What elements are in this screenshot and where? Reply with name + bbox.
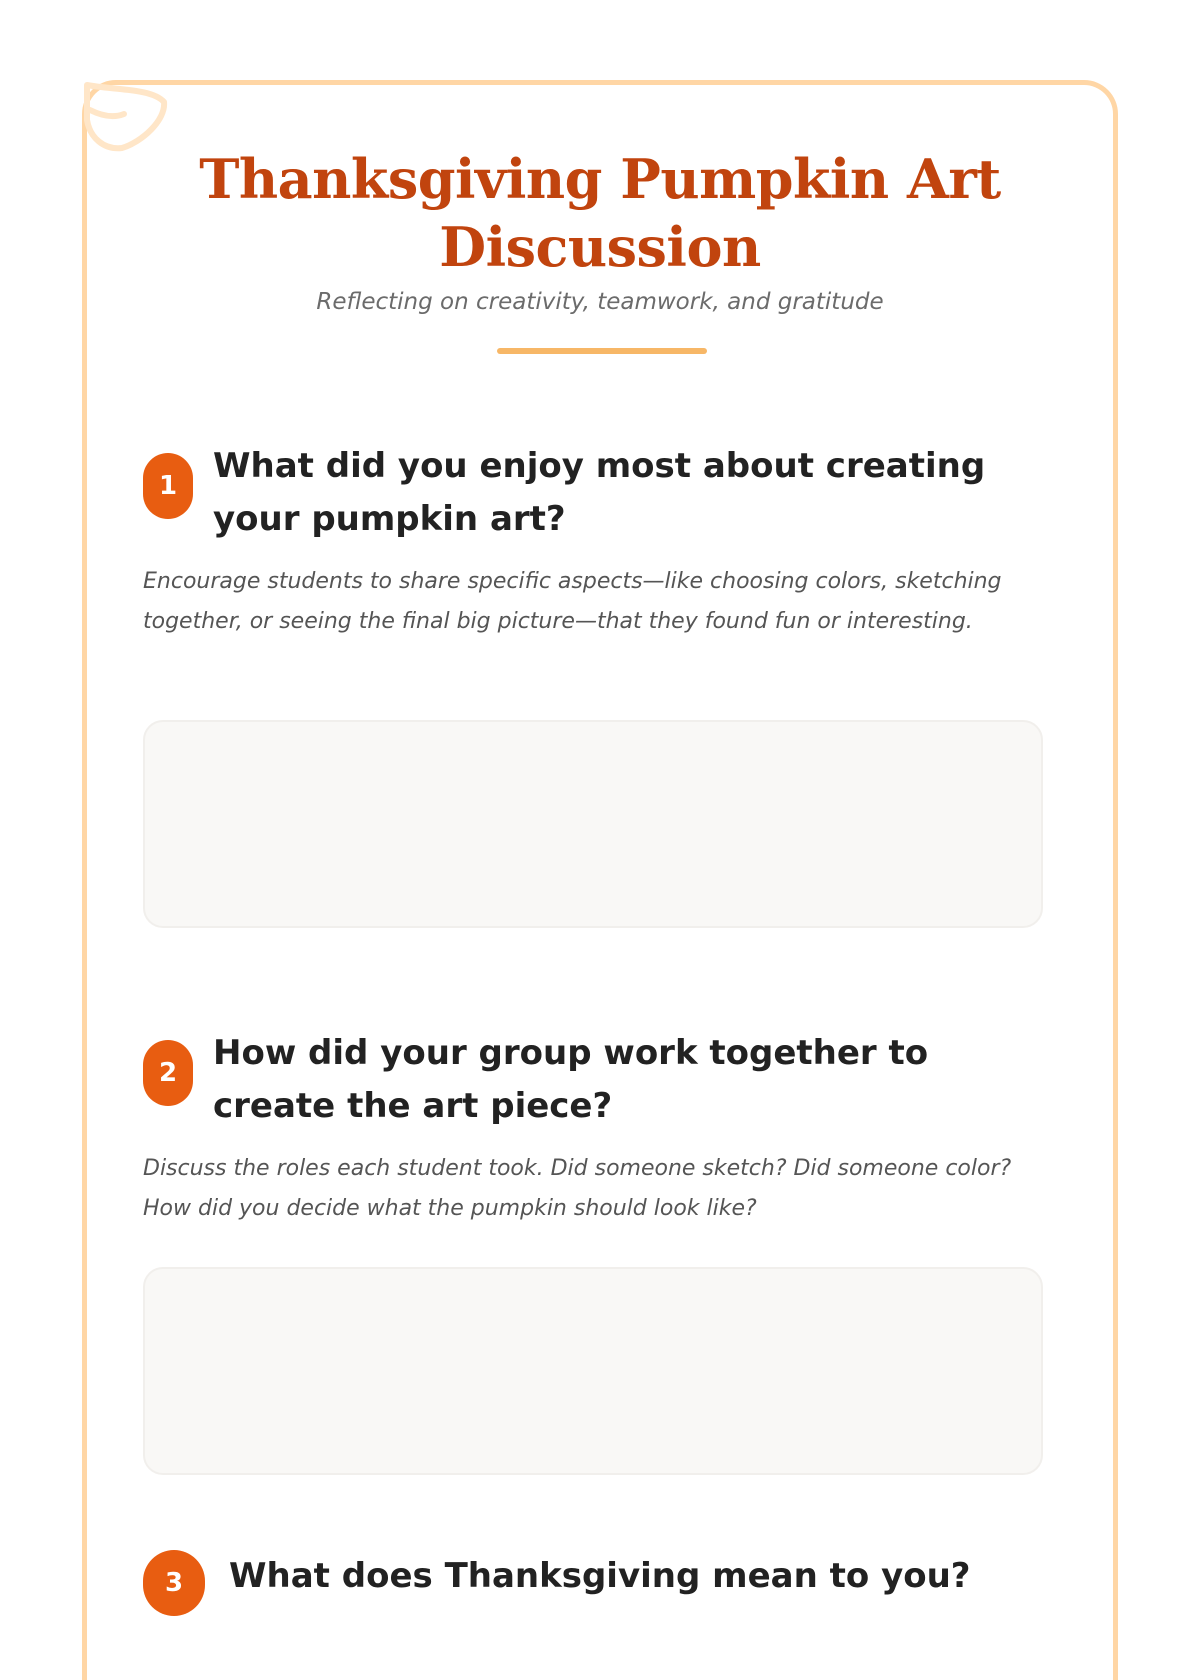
question-text: What does Thanksgiving mean to you? bbox=[229, 1556, 971, 1596]
answer-field[interactable] bbox=[143, 1267, 1043, 1475]
question-text: What did you enjoy most about creating your pumpkin art? bbox=[213, 446, 986, 539]
page-title-line2: Discussion bbox=[439, 215, 761, 279]
question-hint: Discuss the roles each student took. Did someone sketch? Did someone color? How did you decide what the pumpkin should look like? bbox=[143, 1156, 1012, 1221]
discussion-card bbox=[82, 80, 1118, 1680]
page-title-line1: Thanksgiving Pumpkin Art bbox=[199, 147, 1001, 211]
page-title bbox=[87, 145, 1113, 281]
question-number-badge: 2 bbox=[143, 1040, 193, 1106]
question-number-badge: 1 bbox=[143, 453, 193, 519]
question-hint: Encourage students to share specific aspects—like choosing colors, sketching together, or seeing the final big picture—that they found fun or interesting. bbox=[143, 569, 1002, 634]
page-subtitle: Reflecting on creativity, teamwork, and gratitude bbox=[316, 289, 884, 315]
title-divider bbox=[497, 348, 707, 354]
question-text: How did your group work together to create the art piece? bbox=[213, 1033, 929, 1126]
answer-field[interactable] bbox=[143, 720, 1043, 928]
question-number-badge: 3 bbox=[143, 1550, 205, 1616]
